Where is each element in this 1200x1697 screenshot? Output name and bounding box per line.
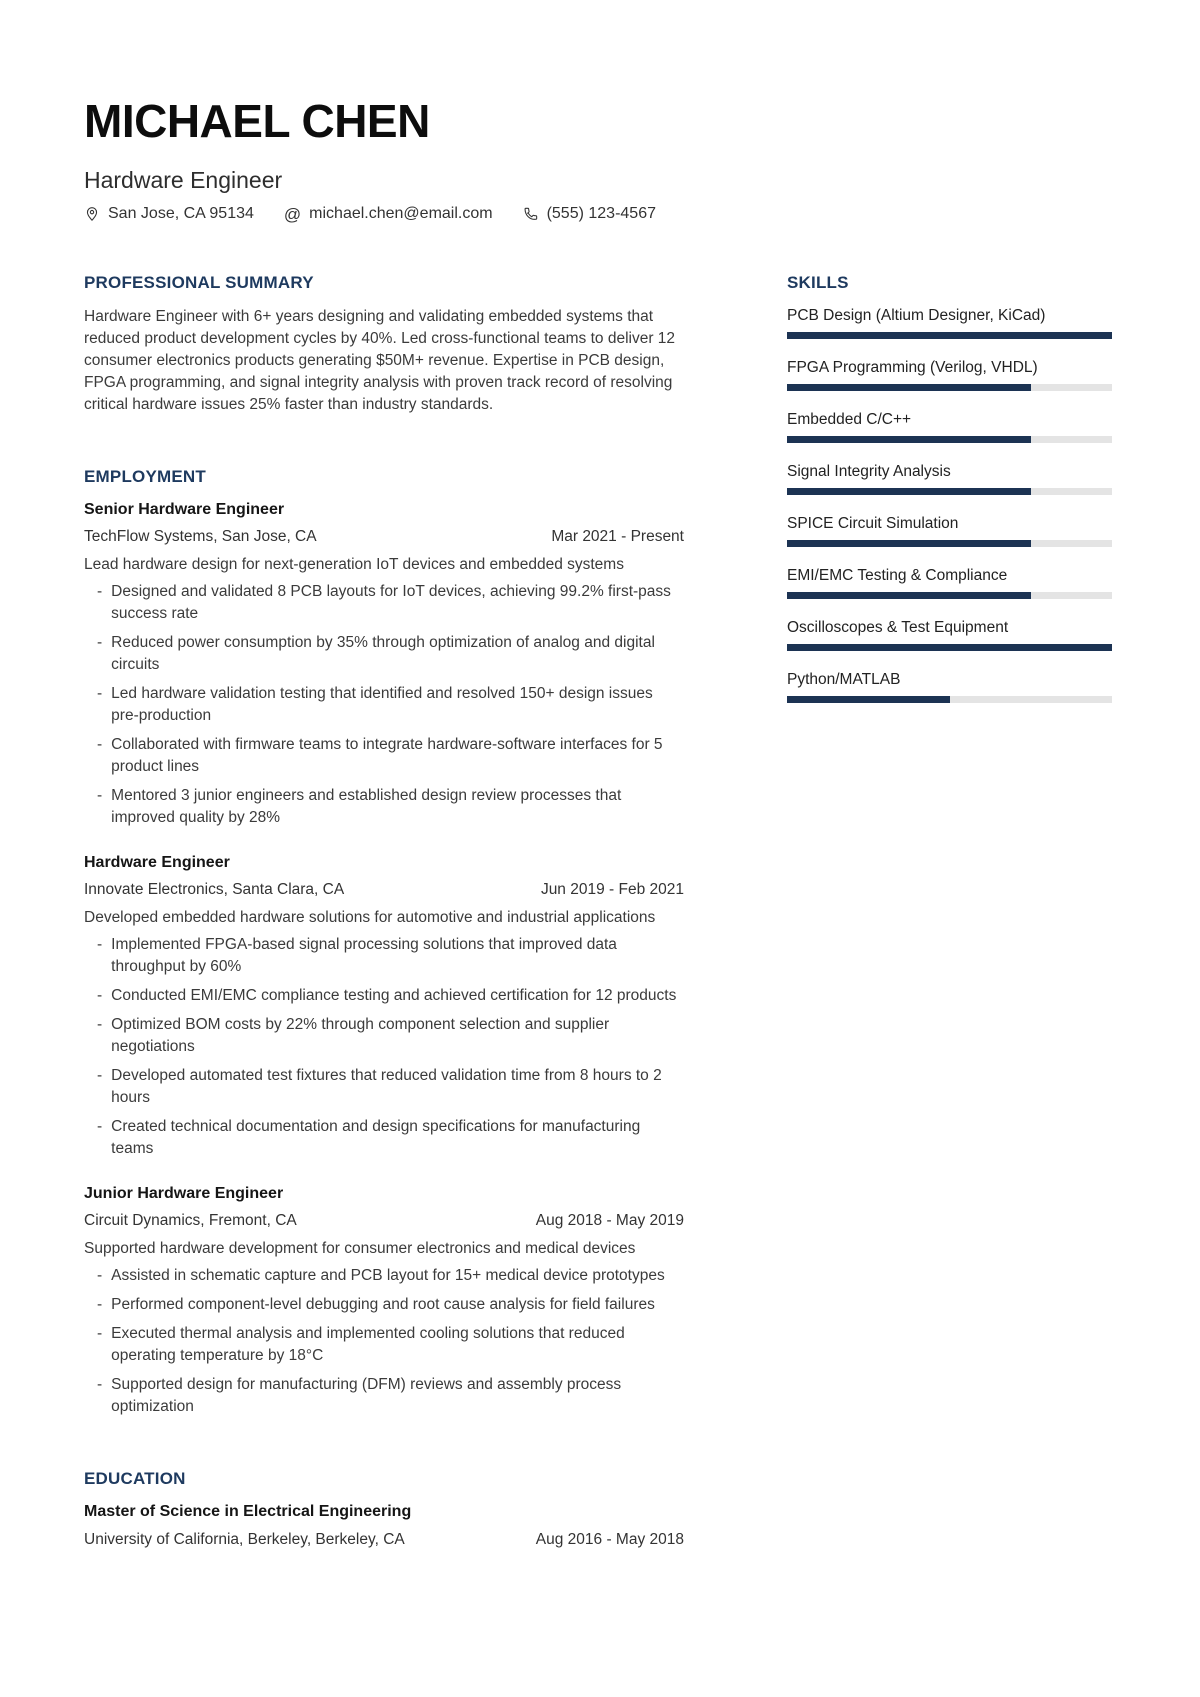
skill-item [787,358,1112,391]
bullet-text: Developed automated test fixtures that reduced validation time from 8 hours to 2 hours [111,1067,662,1107]
education-section [84,1469,684,1549]
skill-name: EMI/EMC Testing & Compliance [787,567,1008,585]
content-columns [84,273,1112,1549]
left-column [84,273,684,1549]
bullet-text: Mentored 3 junior engineers and established design review processes that improved quality by 28% [111,787,622,827]
skill-bar-track [787,488,1112,495]
bullet-dash: - [97,1325,103,1343]
skill-bar-fill [787,540,1031,547]
skill-item [787,514,1112,547]
bullet-item [97,985,684,1007]
bullet-dash: - [97,583,103,601]
bullet-text: Reduced power consumption by 35% through optimization of analog and digital circuits [111,634,655,674]
skill-name: Signal Integrity Analysis [787,463,951,481]
job-dates: Jun 2019 - Feb 2021 [540,881,684,899]
at-sign-icon: @ [283,204,302,224]
bullet-text: Supported design for manufacturing (DFM) reviews and assembly process optimization [111,1376,622,1416]
job-meta [84,528,684,546]
skill-item [787,410,1112,443]
job-summary: Supported hardware development for consumer electronics and medical devices [84,1240,636,1258]
bullet-item [97,1294,684,1316]
skill-bar-track [787,540,1112,547]
skill-bar-track [787,644,1112,651]
job-company: Innovate Electronics, Santa Clara, CA [84,881,345,899]
bullet-text: Collaborated with firmware teams to integrate hardware-software interfaces for 5 product lines [111,736,663,776]
job-title: Senior Hardware Engineer [84,501,285,519]
skill-bar-track [787,696,1112,703]
education-dates: Aug 2016 - May 2018 [535,1531,684,1549]
bullet-text: Optimized BOM costs by 22% through component selection and supplier negotiations [111,1016,610,1056]
bullet-dash: - [97,987,103,1005]
bullet-dash: - [97,1067,103,1085]
job-entry [84,500,684,829]
education-heading: EDUCATION [84,1469,186,1489]
bullet-text: Created technical documentation and design specifications for manufacturing teams [111,1118,641,1158]
job-title: Hardware Engineer [84,854,230,872]
bullet-item [97,734,684,778]
bullet-dash: - [97,1296,103,1314]
contact-phone [523,205,656,223]
person-job-title: Hardware Engineer [84,167,283,193]
contact-row [84,205,1112,223]
skill-bar-fill [787,384,1031,391]
skill-bar-track [787,332,1112,339]
skill-bar-fill [787,696,950,703]
skill-item [787,306,1112,339]
skill-item [787,670,1112,703]
bullet-item [97,1323,684,1367]
job-meta [84,1212,684,1230]
skill-bar-track [787,384,1112,391]
job-entry [84,853,684,1160]
job-meta [84,881,684,899]
skill-bar-fill [787,644,1112,651]
job-bullets [84,581,684,829]
skill-bar-track [787,436,1112,443]
job-company: TechFlow Systems, San Jose, CA [84,528,317,546]
job-dates: Aug 2018 - May 2019 [535,1212,684,1230]
bullet-text: Conducted EMI/EMC compliance testing and achieved certification for 12 products [111,987,677,1005]
skill-name: Python/MATLAB [787,671,901,689]
bullet-item [97,632,684,676]
job-summary: Lead hardware design for next-generation IoT devices and embedded systems [84,556,624,574]
summary-section [84,273,684,416]
person-name: MICHAEL CHEN [84,95,430,147]
job-summary: Developed embedded hardware solutions for automotive and industrial applications [84,909,656,927]
job-dates: Mar 2021 - Present [551,528,684,546]
bullet-dash: - [97,936,103,954]
employment-heading: EMPLOYMENT [84,467,206,487]
job-entry [84,1184,684,1418]
bullet-item [97,683,684,727]
skill-bar-fill [787,436,1031,443]
education-meta [84,1531,684,1549]
job-title: Junior Hardware Engineer [84,1185,284,1203]
bullet-dash: - [97,685,103,703]
employment-section [84,467,684,1418]
skill-bar-fill [787,332,1112,339]
skill-name: Oscilloscopes & Test Equipment [787,619,1009,637]
summary-heading: PROFESSIONAL SUMMARY [84,273,314,293]
summary-text: Hardware Engineer with 6+ years designing and validating embedded systems that reduced product development cycles by 40%. Led cross-functional teams to deliver 12 consumer electronics products generating $50M+ revenue. Expertise in PCB design, FPGA programming, and signal integrity analysis with proven track record of resolving critical hardware issues 25% faster than industry standards. [84,308,676,414]
right-column [787,273,1112,1549]
job-bullets [84,1265,684,1418]
contact-email [284,205,493,223]
bullet-text: Designed and validated 8 PCB layouts for IoT devices, achieving 99.2% first-pass success rate [111,583,671,623]
bullet-dash: - [97,1376,103,1394]
skills-heading: SKILLS [787,273,849,293]
bullet-text: Led hardware validation testing that identified and resolved 150+ design issues pre-production [111,685,653,725]
bullet-dash: - [97,736,103,754]
education-degree: Master of Science in Electrical Engineering [84,1503,412,1521]
phone-icon [523,206,539,222]
bullet-item [97,1265,684,1287]
skill-bar-track [787,592,1112,599]
resume-header [84,95,1112,224]
skill-item [787,566,1112,599]
skill-bar-fill [787,592,1031,599]
bullet-item [97,1065,684,1109]
bullet-text: Executed thermal analysis and implemented cooling solutions that reduced operating temperature by 18°C [111,1325,625,1365]
bullet-dash: - [97,634,103,652]
contact-phone-text: (555) 123-4567 [546,205,656,223]
bullet-dash: - [97,1016,103,1034]
skill-name: SPICE Circuit Simulation [787,515,959,533]
bullet-dash: - [97,1118,103,1136]
job-company: Circuit Dynamics, Fremont, CA [84,1212,297,1230]
skill-name: FPGA Programming (Verilog, VHDL) [787,359,1038,377]
bullet-dash: - [97,787,103,805]
education-school: University of California, Berkeley, Berkeley, CA [84,1531,405,1549]
bullet-item [97,785,684,829]
bullet-item [97,1374,684,1418]
bullet-text: Performed component-level debugging and root cause analysis for field failures [111,1296,655,1314]
bullet-text: Implemented FPGA-based signal processing solutions that improved data throughput by 60% [111,936,617,976]
skill-bar-fill [787,488,1031,495]
map-pin-icon [84,206,100,222]
skill-item [787,618,1112,651]
bullet-item [97,1116,684,1160]
bullet-item [97,1014,684,1058]
bullet-item [97,581,684,625]
skill-name: PCB Design (Altium Designer, KiCad) [787,307,1046,325]
bullet-item [97,934,684,978]
bullet-dash: - [97,1267,103,1285]
skill-item [787,462,1112,495]
skill-name: Embedded C/C++ [787,411,912,429]
bullet-text: Assisted in schematic capture and PCB layout for 15+ medical device prototypes [111,1267,665,1285]
contact-location [84,205,254,223]
contact-email-text: michael.chen@email.com [309,205,493,223]
job-bullets [84,934,684,1160]
contact-location-text: San Jose, CA 95134 [108,205,254,223]
skills-section [787,273,1112,703]
